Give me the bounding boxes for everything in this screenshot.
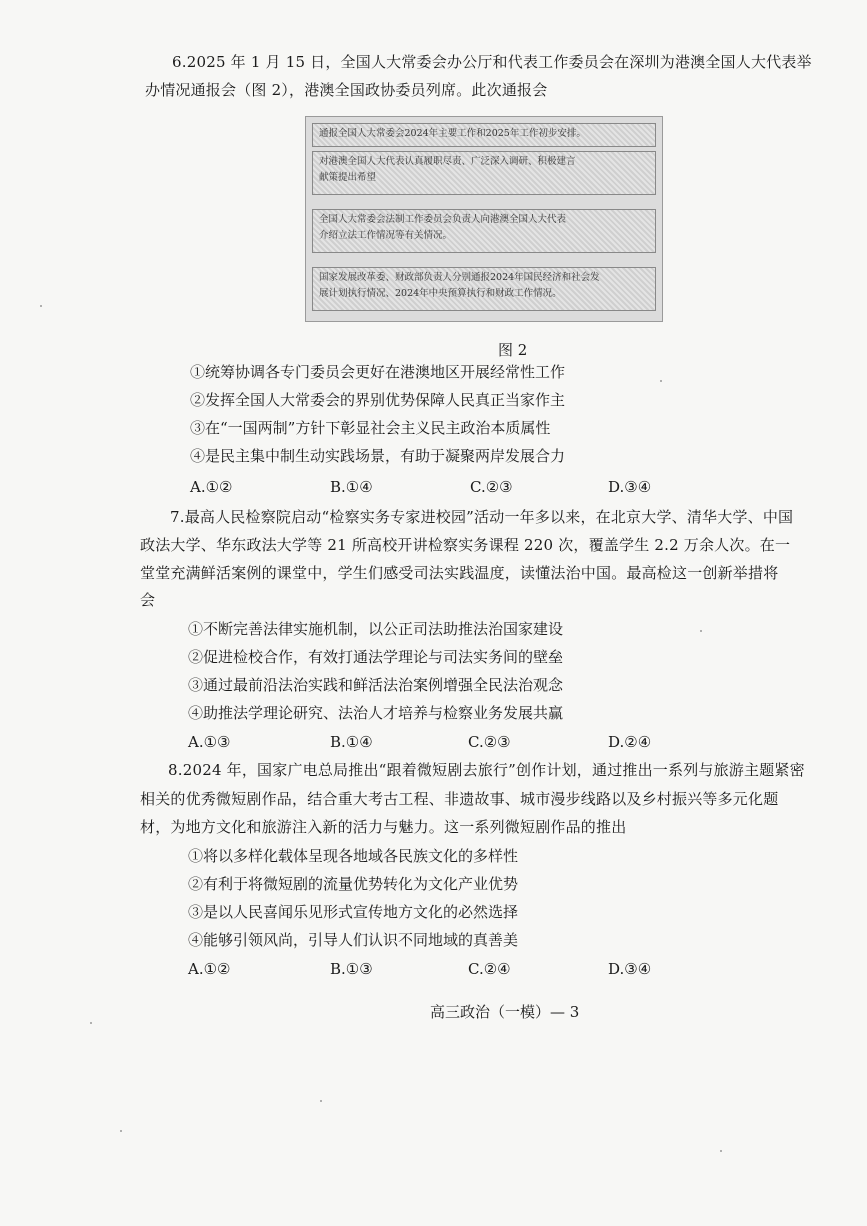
q8-option-c: C.②④ xyxy=(468,960,511,978)
scan-speck xyxy=(700,630,702,632)
figure-box-2-line1: 对港澳全国人大代表认真履职尽责、广泛深入调研、积极建言 xyxy=(319,156,576,167)
figure-box-3-line1: 全国人大常委会法制工作委员会负责人向港澳全国人大代表 xyxy=(319,214,567,225)
q6-figure xyxy=(305,116,663,322)
q7-item-4: ④助推法学理论研究、法治人才培养与检察业务发展共赢 xyxy=(188,704,564,722)
q7-item-1: ①不断完善法律实施机制，以公正司法助推法治国家建设 xyxy=(188,620,564,638)
figure-box-1-text: 通报全国人大常委会2024年主要工作和2025年工作初步安排。 xyxy=(319,128,586,139)
q7-stem-line1: 7.最高人民检察院启动“检察实务专家进校园”活动一年多以来，在北京大学、清华大学、中国 xyxy=(170,508,794,526)
q6-item-4: ④是民主集中制生动实践场景，有助于凝聚两岸发展合力 xyxy=(190,447,566,465)
q8-stem-line2: 相关的优秀微短剧作品，结合重大考古工程、非遗故事、城市漫步线路以及乡村振兴等多元化题 xyxy=(140,790,779,808)
scan-speck xyxy=(90,1022,92,1024)
q8-option-a: A.①② xyxy=(188,960,231,978)
q6-option-b: B.①④ xyxy=(330,478,373,496)
scan-speck xyxy=(720,1150,722,1152)
figure-box-1 xyxy=(312,123,656,147)
q8-item-4: ④能够引领风尚，引导人们认识不同地域的真善美 xyxy=(188,931,519,949)
q7-item-3: ③通过最前沿法治实践和鲜活法治案例增强全民法治观念 xyxy=(188,676,564,694)
q6-item-3: ③在“一国两制”方针下彰显社会主义民主政治本质属性 xyxy=(190,419,551,437)
scan-speck xyxy=(120,1130,122,1132)
figure-box-2-line2: 献策提出希望 xyxy=(319,172,377,183)
q8-item-1: ①将以多样化载体呈现各地域各民族文化的多样性 xyxy=(188,847,519,865)
q6-option-c: C.②③ xyxy=(470,478,513,496)
q7-stem-line2: 政法大学、华东政法大学等 21 所高校开讲检察实务课程 220 次，覆盖学生 2.2 万余人次。在一 xyxy=(140,536,791,554)
q7-item-2: ②促进检校合作，有效打通法学理论与司法实务间的壁垒 xyxy=(188,648,564,666)
figure-box-4-line2: 展计划执行情况、2024年中央预算执行和财政工作情况。 xyxy=(319,288,562,299)
q6-option-a: A.①② xyxy=(190,478,233,496)
figure-box-4-line1: 国家发展改革委、财政部负责人分别通报2024年国民经济和社会发 xyxy=(319,272,600,283)
scan-speck xyxy=(40,305,42,307)
q8-option-d: D.③④ xyxy=(608,960,652,978)
q8-stem-line3: 材，为地方文化和旅游注入新的活力与魅力。这一系列微短剧作品的推出 xyxy=(140,818,627,836)
q6-item-1: ①统筹协调各专门委员会更好在港澳地区开展经常性工作 xyxy=(190,363,566,381)
q7-stem-line4: 会 xyxy=(140,591,156,609)
q8-option-b: B.①③ xyxy=(330,960,373,978)
figure-box-3 xyxy=(312,209,656,253)
q7-option-d: D.②④ xyxy=(608,733,652,751)
figure-caption: 图 2 xyxy=(498,341,528,359)
figure-box-4 xyxy=(312,267,656,311)
figure-box-2 xyxy=(312,151,656,195)
q7-stem-line3: 堂堂充满鲜活案例的课堂中，学生们感受司法实践温度，读懂法治中国。最高检这一创新举措将 xyxy=(140,564,779,582)
page-footer: 高三政治（一模）— 3 xyxy=(430,1003,580,1021)
figure-box-3-line2: 介绍立法工作情况等有关情况。 xyxy=(319,230,453,241)
q7-option-a: A.①③ xyxy=(188,733,231,751)
q8-item-2: ②有利于将微短剧的流量优势转化为文化产业优势 xyxy=(188,875,519,893)
q8-item-3: ③是以人民喜闻乐见形式宣传地方文化的必然选择 xyxy=(188,903,519,921)
scan-speck xyxy=(320,1100,322,1102)
q6-stem-line1: 6.2025 年 1 月 15 日，全国人大常委会办公厅和代表工作委员会在深圳为港澳全国人大代表举 xyxy=(172,53,812,71)
q8-stem-line1: 8.2024 年，国家广电总局推出“跟着微短剧去旅行”创作计划，通过推出一系列与旅游主题紧密 xyxy=(168,761,805,779)
q6-stem-line2: 办情况通报会（图 2），港澳全国政协委员列席。此次通报会 xyxy=(145,81,548,99)
q6-item-2: ②发挥全国人大常委会的界别优势保障人民真正当家作主 xyxy=(190,391,566,409)
scan-speck xyxy=(660,380,662,382)
q7-option-b: B.①④ xyxy=(330,733,373,751)
q6-option-d: D.③④ xyxy=(608,478,652,496)
q7-option-c: C.②③ xyxy=(468,733,511,751)
